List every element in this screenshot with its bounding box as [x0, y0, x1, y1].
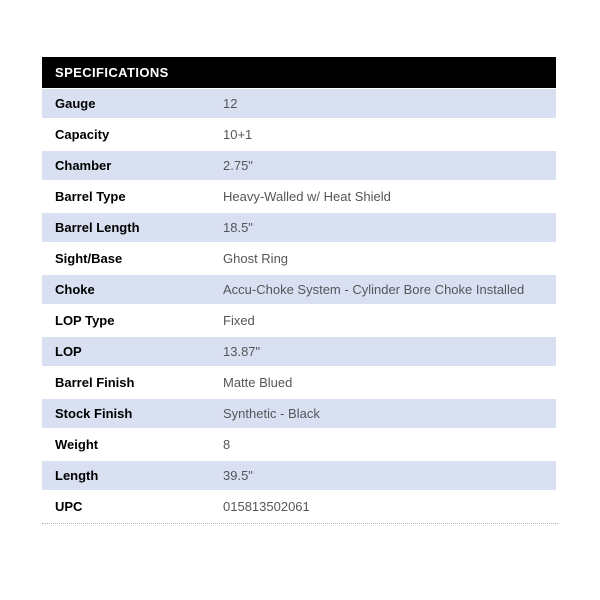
table-row — [42, 492, 556, 521]
table-row — [42, 430, 556, 459]
row-value: Fixed — [223, 313, 255, 328]
table-row — [42, 120, 556, 149]
row-value: Accu-Choke System - Cylinder Bore Choke Installed — [223, 282, 525, 297]
row-value: 39.5" — [223, 468, 253, 483]
table-row — [42, 461, 556, 490]
row-value: 015813502061 — [223, 499, 310, 514]
row-label: Sight/Base — [55, 251, 123, 266]
row-label: Length — [55, 468, 99, 483]
row-label: Capacity — [55, 127, 110, 142]
table-row — [42, 182, 556, 211]
table-row — [42, 306, 556, 335]
row-label: Stock Finish — [55, 406, 133, 421]
row-value: Synthetic - Black — [223, 406, 320, 421]
table-row — [42, 151, 556, 180]
row-label: Weight — [55, 437, 99, 452]
table-row — [42, 337, 556, 366]
row-label: Barrel Type — [55, 189, 126, 204]
row-value: Heavy-Walled w/ Heat Shield — [223, 189, 391, 204]
row-value: 18.5" — [223, 220, 253, 235]
row-label: LOP — [55, 344, 82, 359]
row-label: LOP Type — [55, 313, 115, 328]
row-value: 13.87" — [223, 344, 261, 359]
specifications-table — [42, 57, 556, 524]
row-label: Chamber — [55, 158, 112, 173]
row-label: Gauge — [55, 96, 96, 111]
row-label: Barrel Finish — [55, 375, 135, 390]
row-value: 12 — [223, 96, 238, 111]
bottom-dotted-divider — [42, 523, 558, 524]
row-label: Choke — [55, 282, 95, 297]
table-row — [42, 368, 556, 397]
row-value: 2.75" — [223, 158, 253, 173]
row-value: Matte Blued — [223, 375, 293, 390]
row-value: Ghost Ring — [223, 251, 289, 266]
row-label: Barrel Length — [55, 220, 140, 235]
row-value: 8 — [223, 437, 231, 452]
specifications-header: SPECIFICATIONS — [42, 57, 556, 88]
specifications-rows — [42, 89, 556, 521]
row-label: UPC — [55, 499, 83, 514]
table-row — [42, 244, 556, 273]
table-row — [42, 89, 556, 118]
table-row — [42, 275, 556, 304]
row-value: 10+1 — [223, 127, 253, 142]
table-row — [42, 399, 556, 428]
table-row — [42, 213, 556, 242]
